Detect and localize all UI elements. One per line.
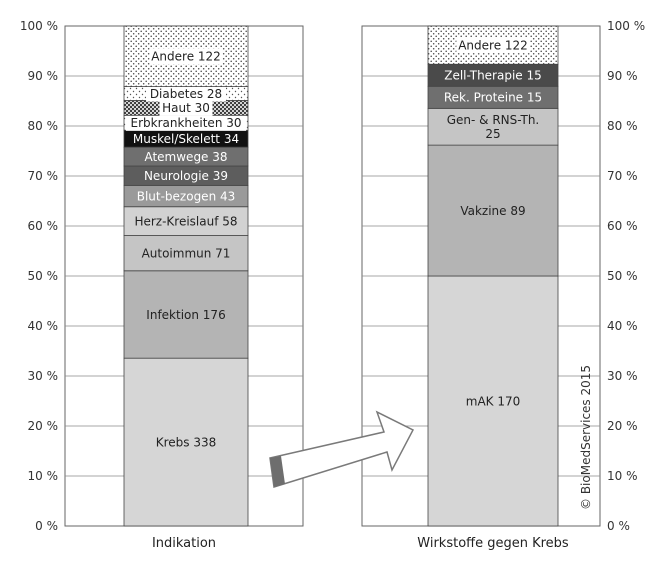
segment-label: Neurologie 39 (143, 169, 229, 184)
y-tick-label: 10 % (27, 469, 58, 483)
chart-panel-2 (362, 19, 645, 551)
y-tick-label: 80 % (27, 119, 58, 133)
segment-label: Haut 30 (162, 101, 210, 116)
y-tick-label: 100 % (607, 19, 646, 33)
y-tick-label: 70 % (607, 169, 638, 183)
y-tick-label: 40 % (27, 319, 58, 333)
y-tick-label: 40 % (607, 319, 638, 333)
segment-label: Vakzine 89 (460, 203, 526, 218)
y-tick-label: 20 % (27, 419, 58, 433)
y-tick-label: 80 % (607, 119, 638, 133)
segment-label: Erbkrankheiten 30 (130, 116, 242, 131)
segment-label: Andere 122 (151, 49, 221, 64)
y-tick-label: 90 % (607, 69, 638, 83)
segment-label: Rek. Proteine 15 (443, 90, 543, 105)
segment-label: Diabetes 28 (149, 86, 223, 101)
chart-panel-1 (20, 19, 303, 551)
segment-label: Atemwege 38 (144, 149, 228, 164)
y-tick-label: 0 % (35, 519, 58, 533)
y-tick-label: 100 % (19, 19, 58, 33)
copyright-notice: © BioMedServices 2015 (579, 364, 593, 510)
segment-label: mAK 170 (465, 394, 521, 409)
x-axis-label: Indikation (151, 536, 217, 551)
y-tick-label: 50 % (27, 269, 58, 283)
segment-label: Gen- & RNS-Th. 25 (446, 113, 540, 142)
y-tick-label: 90 % (27, 69, 58, 83)
y-tick-label: 70 % (27, 169, 58, 183)
x-axis-label: Wirkstoffe gegen Krebs (417, 536, 569, 551)
y-tick-label: 60 % (27, 219, 58, 233)
y-tick-label: 10 % (607, 469, 638, 483)
segment-label: Autoimmun 71 (141, 246, 231, 261)
segment-label: Krebs 338 (155, 435, 217, 450)
segment-label: Muskel/Skelett 34 (132, 132, 240, 147)
y-tick-label: 30 % (607, 369, 638, 383)
y-tick-label: 30 % (27, 369, 58, 383)
y-tick-label: 60 % (607, 219, 638, 233)
segment-label: Zell-Therapie 15 (444, 68, 542, 83)
segment-label: Herz-Kreislauf 58 (134, 214, 238, 229)
segment-label: Andere 122 (458, 38, 528, 53)
y-tick-label: 20 % (607, 419, 638, 433)
segment-label: Infektion 176 (146, 307, 226, 322)
y-tick-label: 50 % (607, 269, 638, 283)
segment-label: Blut-bezogen 43 (136, 189, 236, 204)
y-tick-label: 0 % (607, 519, 630, 533)
